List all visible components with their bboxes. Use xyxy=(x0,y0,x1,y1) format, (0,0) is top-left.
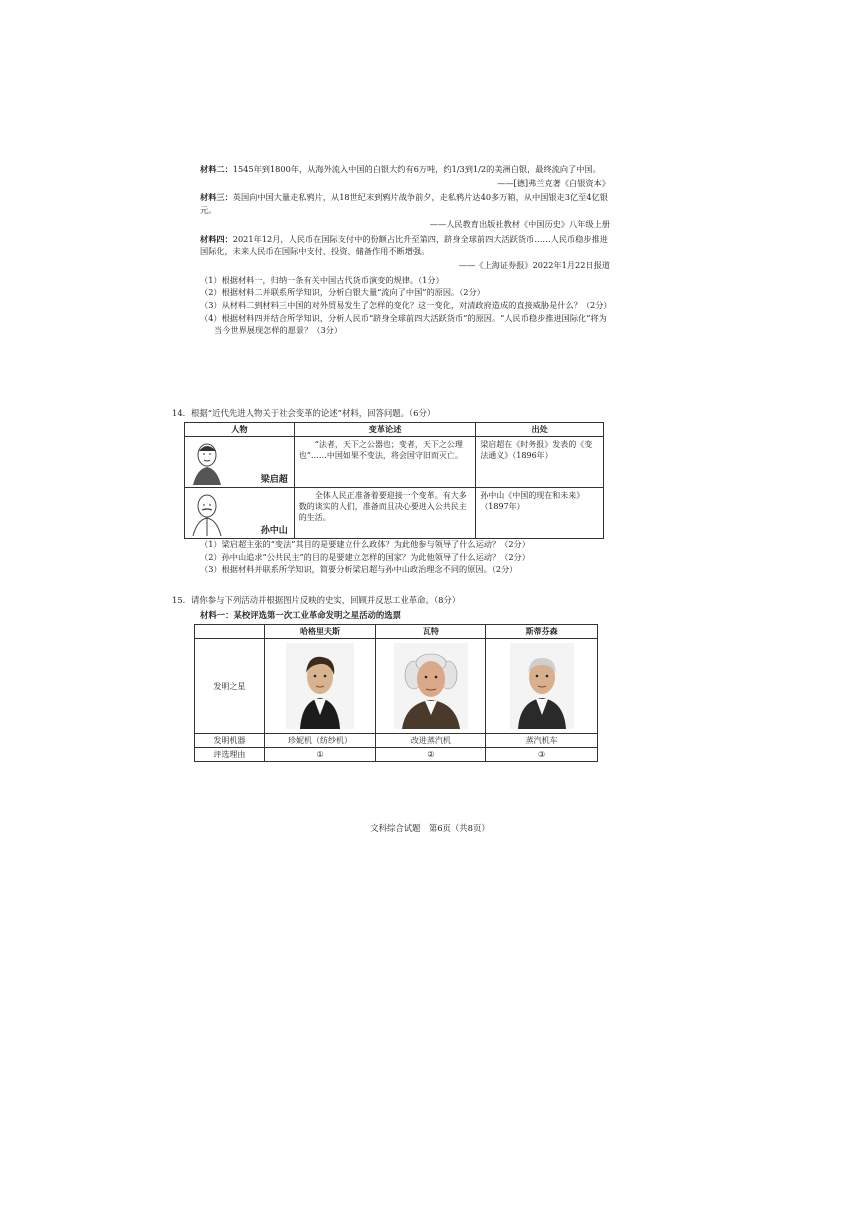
inventor-name: 瓦特 xyxy=(376,625,486,639)
q15-header-row xyxy=(195,625,598,639)
person-name: 孙中山 xyxy=(260,526,288,536)
q13-question-3: （3）从材料二到材料三中国的对外贸易发生了怎样的变化？这一变化，对清政府造成的直接威胁是什么？（2分） xyxy=(200,300,612,311)
material-3: 材料三：英国向中国大量走私鸦片，从18世纪末到鸦片战争前夕，走私鸦片达40多万箱，从中国银走3亿至4亿银元。 xyxy=(200,192,608,216)
q14-header-row xyxy=(185,423,604,437)
inventor-name: 哈格里夫斯 xyxy=(264,625,376,639)
hargreaves-portrait-icon xyxy=(286,643,354,729)
material-4: 材料四：2021年12月，人民币在国际支付中的份额占比升至第四，跻身全球前四大活跃货币……人民币稳步推进国际化，未来人民币在国际中支付、投资、储备作用不断增强。 xyxy=(200,233,608,257)
stephenson-portrait-icon xyxy=(510,643,574,729)
q13-materials xyxy=(200,163,610,337)
q15-material: 材料一：某校评选第一次工业革命发明之星活动的选票 xyxy=(200,610,401,620)
table-row xyxy=(195,748,598,762)
person-name: 梁启超 xyxy=(260,475,288,485)
q13-question-2: （2）根据材料二并联系所学知识，分析白银大量“流向了中国”的原因。（2分） xyxy=(200,287,485,298)
reason-cell: ③ xyxy=(486,748,598,762)
q14-question-1: （1）梁启超主张的“变法”其目的是要建立什么政体？为此他参与领导了什么运动？（2分） xyxy=(200,539,530,549)
machine-cell: 蒸汽机车 xyxy=(486,734,598,748)
q13-question-1: （1）根据材料一，归纳一条有关中国古代货币演变的规律。（1分） xyxy=(200,274,444,285)
argument-cell: “法者，天下之公器也；变者，天下之公理也”……中国如果不变法，将会国守旧而灭亡。 xyxy=(294,437,476,488)
inventor-name: 斯蒂芬森 xyxy=(486,625,598,639)
liang-qichao-portrait-icon xyxy=(189,439,229,485)
q15-heading: 15．请你参与下列活动并根据图片反映的史实，回顾并反思工业革命。（8分） xyxy=(172,595,461,605)
reason-cell: ② xyxy=(376,748,486,762)
col-argument: 变革论述 xyxy=(294,423,476,437)
table-row xyxy=(185,437,604,488)
q14-heading: 14．根据“近代先进人物关于社会变革的论述”材料，回答问题。（6分） xyxy=(172,408,436,418)
col-source: 出处 xyxy=(476,423,604,437)
material-2: 材料二：1545年到1800年，从海外流入中国的白银大约有6万吨，约1/3到1/2的美洲白银，最终流向了中国。 xyxy=(200,164,601,174)
q14-question-3: （3）根据材料并联系所学知识，简要分析梁启超与孙中山政治理念不同的原因。（2分） xyxy=(200,564,518,575)
q14-table xyxy=(184,422,604,539)
page-footer: 文科综合试题 第6页（共8页） xyxy=(370,823,490,833)
row-label: 发明机器 xyxy=(195,734,265,748)
portrait-liang-qichao xyxy=(189,439,290,485)
row-label: 评选理由 xyxy=(195,748,265,762)
q14-question-2: （2）孙中山追求“公共民主”的目的是要建立怎样的国家？为此他领导了什么运动？（2分） xyxy=(200,551,530,562)
material-3-source: ——人民教育出版社教材《中国历史》八年级上册 xyxy=(429,218,610,229)
q14-questions xyxy=(200,538,620,576)
watt-portrait-icon xyxy=(394,643,468,729)
machine-cell: 珍妮机（纺纱机） xyxy=(264,734,376,748)
portrait-sun-yat-sen xyxy=(189,490,290,536)
reason-cell: ① xyxy=(264,748,376,762)
source-cell: 梁启超在《时务报》发表的《变法通义》（1896年） xyxy=(476,437,604,488)
table-row xyxy=(195,734,598,748)
col-person: 人物 xyxy=(185,423,295,437)
sun-yat-sen-portrait-icon xyxy=(189,490,229,536)
machine-cell: 改进蒸汽机 xyxy=(376,734,486,748)
q15-table xyxy=(194,624,598,762)
source-cell: 孙中山《中国的现在和未来》（1897年） xyxy=(476,488,604,539)
material-4-source: ——《上海证券报》2022年1月22日报道 xyxy=(458,259,610,270)
argument-cell: 全体人民正准备着要迎接一个变革。有大多数的谈实的人们，准备而且决心要进入公共民主的生活。 xyxy=(294,488,476,539)
q13-question-4: （4）根据材料四并结合所学知识，分析人民币“跻身全球前四大活跃货币”的原因。“人民币稳步推进国际化”将为当今世界展现怎样的愿景？（3分） xyxy=(200,312,607,336)
table-row xyxy=(195,639,598,734)
table-row xyxy=(185,488,604,539)
material-2-source: ——[德]弗兰克著《白银资本》 xyxy=(497,177,610,188)
row-label: 发明之星 xyxy=(195,639,265,734)
